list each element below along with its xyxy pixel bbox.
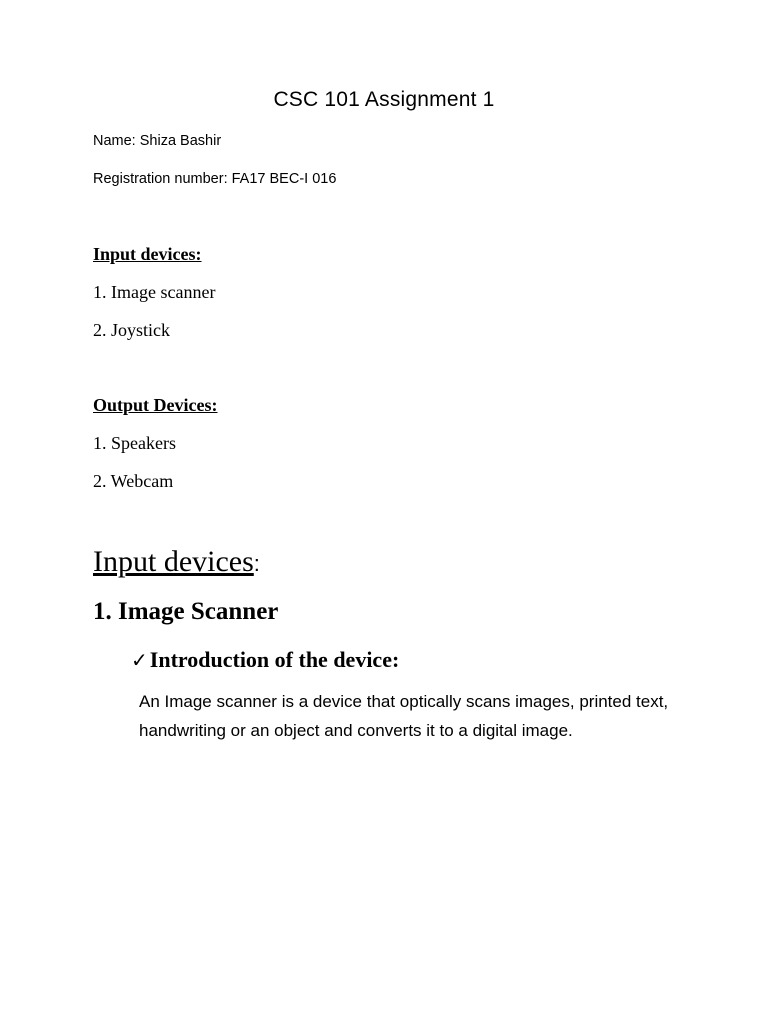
name-value: Shiza Bashir [135, 133, 222, 149]
input-devices-section-heading [93, 545, 260, 579]
check-icon: ✓ [131, 648, 148, 672]
name-label: Name: [93, 133, 136, 149]
output-device-item: 2. Webcam [93, 471, 174, 491]
heading-colon: : [253, 551, 260, 576]
registration-value: FA17 BEC-I 016 [227, 171, 337, 187]
registration-line [93, 171, 336, 187]
image-scanner-heading: 1. Image Scanner [93, 598, 279, 625]
output-device-item: 1. Speakers [93, 433, 176, 453]
input-devices-heading: Input devices: [93, 244, 202, 264]
document-title: CSC 101 Assignment 1 [273, 88, 495, 111]
input-devices-section-title: Input devices [93, 545, 254, 578]
input-device-item: 2. Joystick [93, 320, 171, 340]
name-line [93, 133, 221, 149]
output-devices-heading: Output Devices: [93, 395, 218, 415]
introduction-paragraph: An Image scanner is a device that optically scans images, printed text, handwriting or an object and converts it to a digital image. [139, 692, 669, 740]
introduction-heading-text: Introduction of the device: [149, 647, 400, 672]
input-device-item: 1. Image scanner [93, 282, 216, 302]
registration-label: Registration number: [93, 171, 228, 187]
introduction-heading [131, 647, 399, 673]
